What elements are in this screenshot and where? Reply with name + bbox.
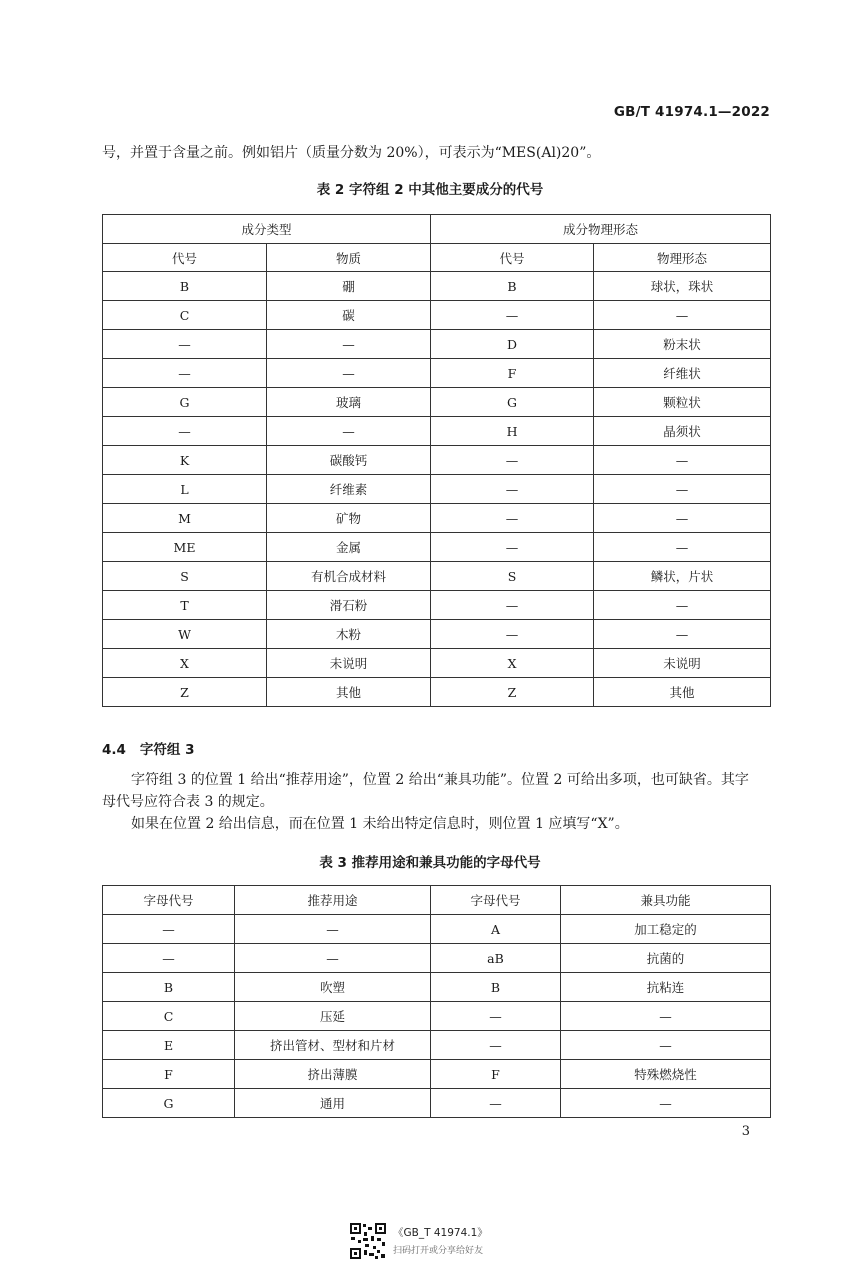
table2-cell: D: [431, 330, 594, 359]
table2-cell: —: [267, 330, 431, 359]
section-heading: [102, 738, 195, 758]
table3-cell: 吹塑: [235, 973, 431, 1002]
table3-cell: —: [103, 944, 235, 973]
table3-cell: —: [431, 1089, 561, 1118]
table2-cell: G: [431, 388, 594, 417]
table3-cell: 抗粘连: [561, 973, 771, 1002]
table3-cell: G: [103, 1089, 235, 1118]
table2-cell: F: [431, 359, 594, 388]
table3-cell: 特殊燃烧性: [561, 1060, 771, 1089]
table2-row: [103, 620, 771, 649]
table2-cell: —: [267, 417, 431, 446]
table2-cell: T: [103, 591, 267, 620]
table3-cell: —: [561, 1031, 771, 1060]
table2-cell: 粉末状: [594, 330, 771, 359]
table3-row: [103, 1002, 771, 1031]
section-title: 字符组 3: [139, 742, 195, 758]
table2-cell: W: [103, 620, 267, 649]
table3-col-header: 字母代号: [431, 886, 561, 915]
table3-cell: B: [103, 973, 235, 1002]
table2-cell: K: [103, 446, 267, 475]
table3: [102, 885, 771, 1118]
table3-cell: B: [431, 973, 561, 1002]
table3-cell: aB: [431, 944, 561, 973]
table2-cell: 未说明: [267, 649, 431, 678]
section-number: 4.4: [102, 742, 126, 758]
table2-row: [103, 562, 771, 591]
table2-cell: 有机合成材料: [267, 562, 431, 591]
table2-cell: Z: [431, 678, 594, 707]
table2-cell: L: [103, 475, 267, 504]
table2-col-header: 代号: [431, 244, 594, 272]
table2-cell: —: [103, 330, 267, 359]
table2-col-header: 物理形态: [594, 244, 771, 272]
table3-header-row: [103, 886, 771, 915]
table2-cell: —: [594, 591, 771, 620]
table2-group-header: 成分物理形态: [431, 215, 771, 244]
table3-cell: F: [103, 1060, 235, 1089]
table2-caption: 表 2 字符组 2 中其他主要成分的代号: [316, 182, 544, 198]
table2-cell: 滑石粉: [267, 591, 431, 620]
table3-row: [103, 1089, 771, 1118]
table2-cell: —: [594, 301, 771, 330]
table2-cell: 碳: [267, 301, 431, 330]
table3-cell: A: [431, 915, 561, 944]
table3-cell: 压延: [235, 1002, 431, 1031]
table2-cell: 其他: [594, 678, 771, 707]
table2-cell: —: [431, 620, 594, 649]
table2-row: [103, 388, 771, 417]
table2-cell: —: [594, 533, 771, 562]
table2-row: [103, 475, 771, 504]
table2-cell: 纤维状: [594, 359, 771, 388]
table2-cell: S: [103, 562, 267, 591]
table3-cell: —: [561, 1002, 771, 1031]
table2-row: [103, 446, 771, 475]
table2-row: [103, 591, 771, 620]
table2-cell: 金属: [267, 533, 431, 562]
intro-line: 号，并置于含量之前。例如铝片（质量分数为 20%），可表示为“MES(Al)20”。: [102, 145, 601, 161]
table2-cell: —: [431, 533, 594, 562]
table2-group-header: 成分类型: [103, 215, 431, 244]
table2-cell: 球状，珠状: [594, 272, 771, 301]
table2-cell: 矿物: [267, 504, 431, 533]
table2-row: [103, 301, 771, 330]
table2-cell: —: [594, 446, 771, 475]
section-paragraph-line: 字符组 3 的位置 1 给出“推荐用途”，位置 2 给出“兼具功能”。位置 2 可给出多项，也可缺省。其字: [131, 772, 749, 788]
table2-cell: 晶须状: [594, 417, 771, 446]
table2-cell: B: [103, 272, 267, 301]
table2-cell: G: [103, 388, 267, 417]
table2-cell: 其他: [267, 678, 431, 707]
table2-cell: B: [431, 272, 594, 301]
table2-cell: 玻璃: [267, 388, 431, 417]
table2-cell: —: [103, 359, 267, 388]
table2-cell: 颗粒状: [594, 388, 771, 417]
qr-subtitle: 扫码打开或分享给好友: [393, 1246, 484, 1256]
table2-cell: —: [103, 417, 267, 446]
table2-cell: —: [267, 359, 431, 388]
qr-code-icon[interactable]: [349, 1222, 387, 1260]
table2-cell: S: [431, 562, 594, 591]
table2-cell: —: [431, 301, 594, 330]
table3-col-header: 字母代号: [103, 886, 235, 915]
table3-cell: F: [431, 1060, 561, 1089]
table3-row: [103, 973, 771, 1002]
table2-cell: 硼: [267, 272, 431, 301]
table2-row: [103, 272, 771, 301]
page-number: 3: [741, 1124, 750, 1139]
table2-group-header-row: [103, 215, 771, 244]
qr-caption: [393, 1225, 488, 1256]
table3-cell: —: [431, 1002, 561, 1031]
table2-cell: ME: [103, 533, 267, 562]
table3-cell: E: [103, 1031, 235, 1060]
table3-cell: 挤出薄膜: [235, 1060, 431, 1089]
section-paragraph-line: 母代号应符合表 3 的规定。: [102, 794, 274, 810]
table2-cell: 鳞状，片状: [594, 562, 771, 591]
table2-row: [103, 417, 771, 446]
section-paragraph: 如果在位置 2 给出信息，而在位置 1 未给出特定信息时，则位置 1 应填写“X”。: [131, 816, 629, 832]
table2-row: [103, 678, 771, 707]
table3-cell: —: [235, 944, 431, 973]
table3-cell: —: [103, 915, 235, 944]
table3-row: [103, 1060, 771, 1089]
table2-cell: 木粉: [267, 620, 431, 649]
table3-cell: 抗菌的: [561, 944, 771, 973]
table2-cell: 纤维素: [267, 475, 431, 504]
table2-cell: 碳酸钙: [267, 446, 431, 475]
table2-cell: —: [431, 475, 594, 504]
table3-cell: C: [103, 1002, 235, 1031]
table3-cell: 通用: [235, 1089, 431, 1118]
table3-cell: 挤出管材、型材和片材: [235, 1031, 431, 1060]
table3-caption: 表 3 推荐用途和兼具功能的字母代号: [319, 855, 541, 871]
table2-cell: C: [103, 301, 267, 330]
table3-cell: —: [235, 915, 431, 944]
table2-row: [103, 330, 771, 359]
table3-row: [103, 915, 771, 944]
standard-number: GB/T 41974.1—2022: [613, 104, 770, 120]
table2-cell: —: [431, 591, 594, 620]
table2-row: [103, 504, 771, 533]
table2-cell: X: [103, 649, 267, 678]
table3-row: [103, 944, 771, 973]
table2-cell: —: [431, 446, 594, 475]
table2-cell: M: [103, 504, 267, 533]
table2-cell: —: [594, 475, 771, 504]
table2-cell: —: [594, 620, 771, 649]
table3-col-header: 推荐用途: [235, 886, 431, 915]
table2-col-header: 代号: [103, 244, 267, 272]
table2-cell: H: [431, 417, 594, 446]
table2: [102, 214, 771, 707]
table3-cell: —: [561, 1089, 771, 1118]
table3-cell: —: [431, 1031, 561, 1060]
table3-cell: 加工稳定的: [561, 915, 771, 944]
table3-col-header: 兼具功能: [561, 886, 771, 915]
table2-cell: Z: [103, 678, 267, 707]
table2-cell: —: [431, 504, 594, 533]
table2-header-row: [103, 244, 771, 272]
table2-row: [103, 359, 771, 388]
table2-row: [103, 533, 771, 562]
table2-cell: —: [594, 504, 771, 533]
table2-cell: X: [431, 649, 594, 678]
table3-row: [103, 1031, 771, 1060]
table2-row: [103, 649, 771, 678]
table2-cell: 未说明: [594, 649, 771, 678]
qr-title: 《GB_T 41974.1》: [393, 1227, 488, 1239]
table2-col-header: 物质: [267, 244, 431, 272]
